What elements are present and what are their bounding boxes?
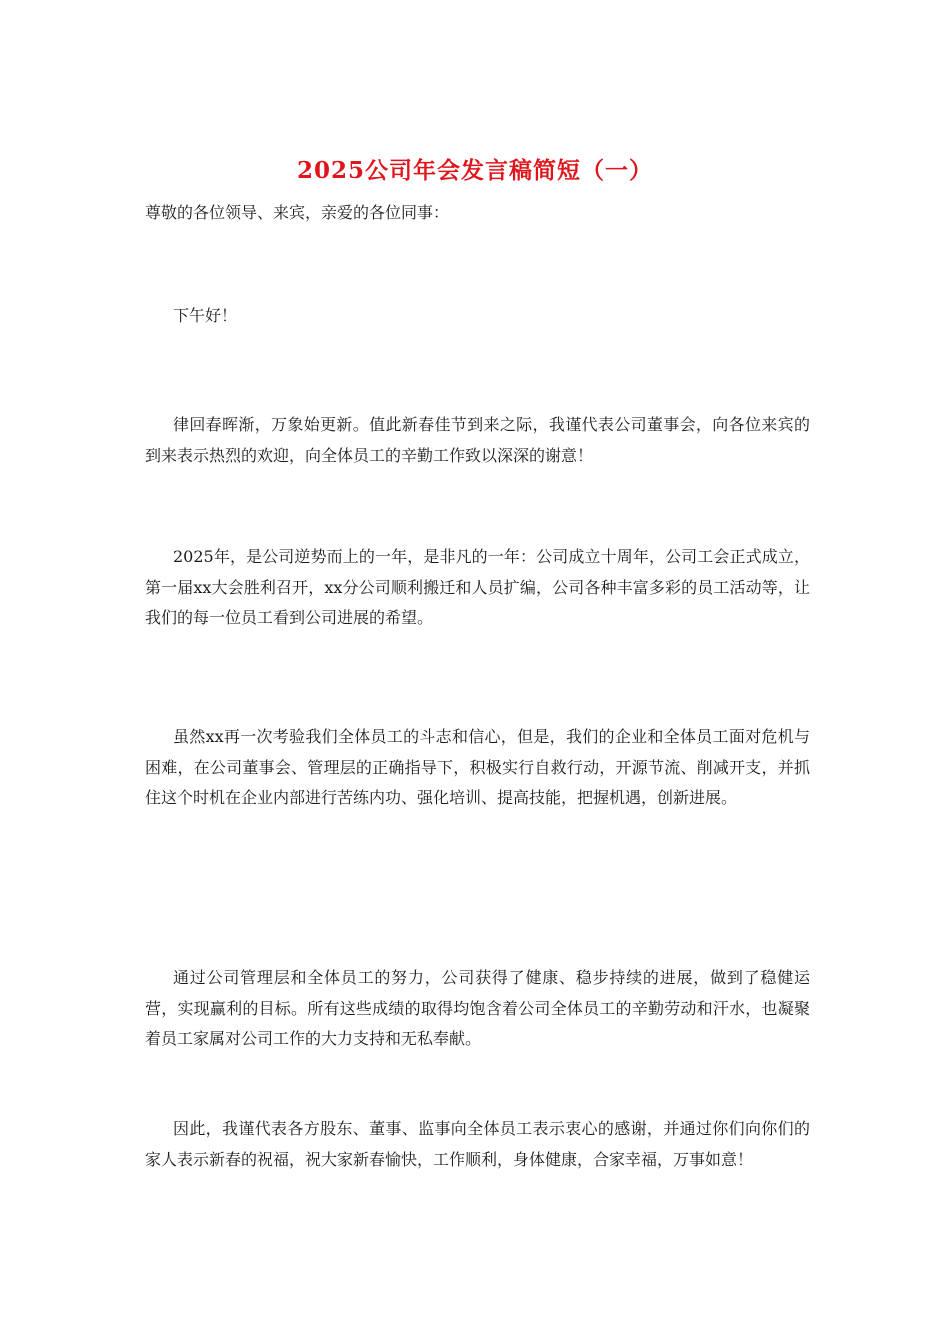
- paragraph-5: 通过公司管理层和全体员工的努力，公司获得了健康、稳步持续的进展，做到了稳健运营，实现赢利的目标。所有这些成绩的取得均饱含着公司全体员工的辛勤劳动和汗水，也凝聚着员工家属对公司工作的大力支持和无私奉献。: [145, 968, 810, 1048]
- paragraph-4: 虽然xx再一次考验我们全体员工的斗志和信心，但是，我们的企业和全体员工面对危机与困难，在公司董事会、管理层的正确指导下，积极实行自救行动，开源节流、削减开支，并抓住这个时机在企业内部进行苦练内功、强化培训、提高技能，把握机遇，创新进展。: [145, 727, 810, 807]
- paragraph-3: 2025年，是公司逆势而上的一年，是非凡的一年：公司成立十周年，公司工会正式成立，第一届xx大会胜利召开，xx分公司顺利搬迁和人员扩编，公司各种丰富多彩的员工活动等，让我们的每一位员工看到公司进展的希望。: [145, 547, 810, 627]
- document-title: 2025公司年会发言稿简短（一）: [296, 157, 653, 184]
- greeting-line: 尊敬的各位领导、来宾，亲爱的各位同事：: [145, 203, 450, 222]
- paragraph-2: 律回春晖渐，万象始更新。值此新春佳节到来之际，我谨代表公司董事会，向各位来宾的到来表示热烈的欢迎，向全体员工的辛勤工作致以深深的谢意！: [145, 415, 810, 465]
- paragraph-6: 因此，我谨代表各方股东、董事、监事向全体员工表示衷心的感谢，并通过你们向你们的家人表示新春的祝福，祝大家新春愉快，工作顺利，身体健康，合家幸福，万事如意！: [145, 1119, 810, 1169]
- paragraph-1: 下午好！: [173, 306, 238, 325]
